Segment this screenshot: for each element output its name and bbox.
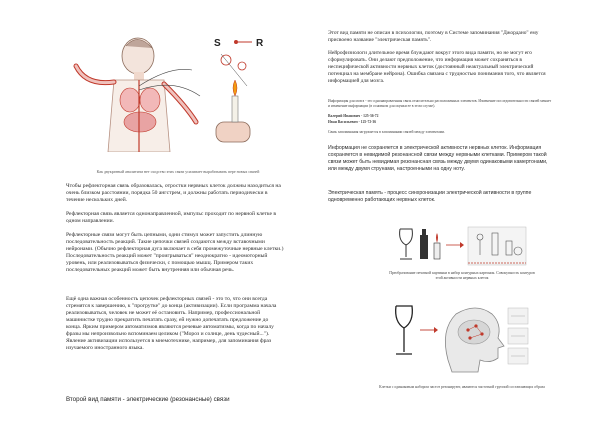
paragraph: Рефлекторная связь является однонаправленной, импульс проходит по нервной клетке в одном направлении.: [66, 211, 276, 224]
paragraph: Информация не сохраняется в электрической активности нервных клеток. Информация сохраняется в невидимой резонансной связи между нервными клетками. Примером такой связи может быть невидимая резонансная связь между двумя одинаковыми камертонами, или между двумя струнами, настроенными на одну ноту.: [328, 145, 548, 172]
contour-diagram: [390, 223, 530, 269]
figure-caption: Преобразование печатной картинки в набор контурных картинок. Совокупность контуров этой активности нервных клеток: [389, 271, 535, 280]
paragraph: Этот вид памяти не описан в психологии, поэтому в Системе запоминания "Джордано" ему присвоено название "электрическая память".: [328, 30, 539, 43]
paragraph: Ещё одна важная особенность цепочек рефлекторных связей - это то, что они всегда стремятся к завершению, к "прогрутке" до конца (активизации). Если программа начала реализовываться, человек не может её остановить. Например, профессиональной машинистке трудно прекратить печатать сразу, ей нужно допечатать предложение до конца. Ярким примером автоматизмов являются речевые автоматизмы, когда по началу фразы мы непроизвольно вспоминаем целиком ("Мороз и солнце, день чудесный..."). Явление активизации используется в мнемотехнике, например, для запоминания фраз изучаемого иностранного языка.: [66, 296, 277, 351]
stimulus-label: S: [214, 38, 221, 49]
author-line: Иван Васильевич - 125-72-36: [328, 120, 377, 124]
reflex-diagram: [66, 26, 280, 152]
resonance-diagram: [390, 300, 530, 380]
small-note: Связь запоминания загружается в запоминании связей между элементами.: [328, 130, 445, 134]
author-line: Валерий Иванович - 125-36-72: [328, 114, 379, 118]
figure-caption: Клетки с одинаковым набором частот резонируют, являются частотной группой составляющих образа: [379, 385, 545, 389]
small-note: Информация для мозга - это однонаправленная связь относительно расположенных элементов. Изменение последовательности связей меняет и изменение информации (в основном для оценки ее в этом случае).: [328, 99, 552, 108]
paragraph: Электрическая память - процесс синхронизации электрической активности в группе одновременно работающих нервных клеток.: [328, 190, 532, 203]
paragraph: Рефлекторные связи могут быть цепными, одни стимул может запустить длинную последовательность реакций. Такие цепочки связей создаются между вставочными нейронами. (Обычно рефлекторная дуга включает в себя промежуточные нервные клетки.) Последовательность реакций может "проигрываться" неоднократно - идеомоторный уровень, или реализовываться физически, с помощью мышц. Примером таких последовательных реакций может быть внутренняя или обычная речь.: [66, 232, 284, 273]
figure-caption: Как двукратный аналитизм нет сходство этих связи усиливает вырабатывать пере новых связей: [96, 169, 260, 174]
response-label: R: [256, 38, 264, 49]
paragraph: Нейрофизиологи длительное время блуждают вокруг этого вида памяти, но не могут его сформулировать. Они делают предположение, что информация может сохраняться в неспецифической активности нервных клеток (достоянный неактуальный электрический потенциал на мембране нейрона). Ошибка связана с трудностью понимания того, что является информацией для мозга.: [328, 50, 546, 84]
paragraph: Чтобы рефлекторная связь образовалась, отростки нервных клеток должны находиться на очень близком расстоянии, порядка 50 ангстрем, и должны работать периодически в течение нескольких дней.: [66, 183, 281, 203]
section-subheading: Второй вид памяти - электрические (резонансные) связи: [66, 396, 230, 403]
